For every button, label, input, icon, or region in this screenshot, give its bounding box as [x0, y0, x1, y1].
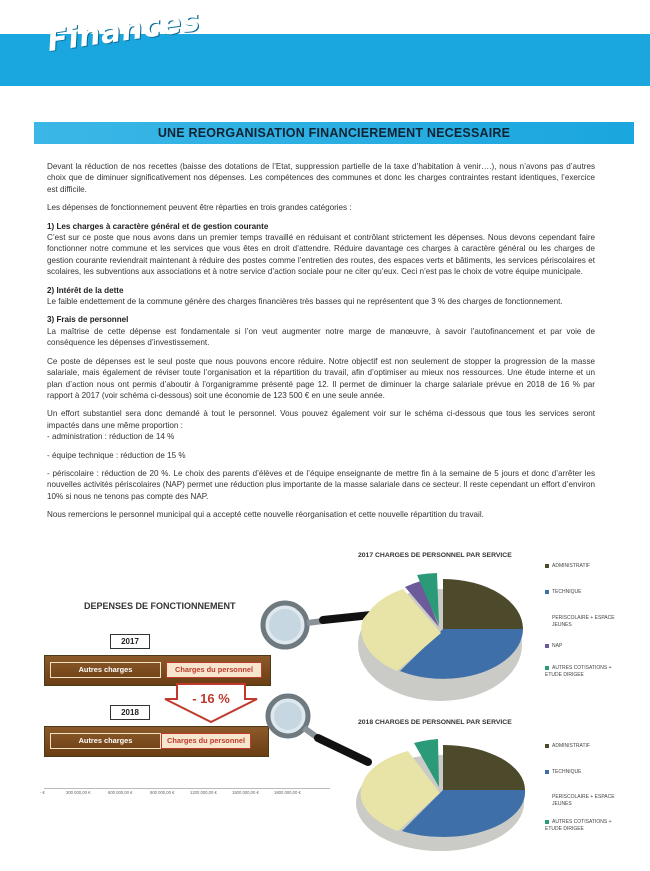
axis-tick: 300 000,00 €	[66, 790, 91, 795]
reduction-label: - 16 %	[192, 691, 230, 706]
bar-2017-autres: Autres charges	[50, 662, 161, 678]
bar-2017	[44, 655, 271, 686]
year-2018-label: 2018	[110, 705, 150, 720]
bar-2018	[44, 726, 269, 757]
bar-2017-personnel: Charges du personnel	[166, 662, 262, 678]
bullet-tech: - équipe technique : réduction de 15 %	[47, 450, 186, 460]
legend-technique: TECHNIQUE	[552, 769, 582, 775]
axis-tick: 900 000,00 €	[150, 790, 175, 795]
legend-nap: NAP	[552, 643, 563, 649]
legend-admin: ADMINISTRATIF	[552, 743, 590, 749]
axis-tick: 600 000,00 €	[108, 790, 133, 795]
section1-heading: 1) Les charges à caractère général et de gestion courante	[47, 221, 269, 231]
section-title: Finances	[45, 2, 203, 60]
section3-heading: 3) Frais de personnel	[47, 315, 129, 325]
article-title: UNE REORGANISATION FINANCIEREMENT NECESSAIRE	[157, 126, 511, 140]
axis-tick: 1800 000,00 €	[274, 790, 301, 795]
bar-chart-title: DEPENSES DE FONCTIONNEMENT	[84, 601, 236, 611]
section2-heading: 2) Intérêt de la dette	[47, 285, 124, 295]
pie-2018	[340, 735, 530, 855]
legend-periscolaire: PERISCOLAIRE + ESPACE JEUNES	[552, 794, 615, 807]
section1-text: C’est sur ce poste que nous avons dans un premier temps travaillé en réduisant et contrôlant strictement les dépenses. Nous devons cependant faire fonctionner notre commune et les services que vous êtes en droit d’attendre. Réduire davantage ces charges à caractère général ou les charges de gestion courante reviendrait maintenant à réduire des postes comme l’entretien des routes, des espaces verts et bâtiments, les services périscolaires et scolaires, les subventions aux associations et à notre service d’action sociale pour ne citer qu’eux. Ceci n’est pas le choix de votre équipe municipale.	[47, 233, 595, 277]
bar-axis-line	[44, 788, 330, 789]
section2-text: Le faible endettement de la commune génère des charges financières très basses qui ne représentent que 3 % des charges de fonctionnement.	[47, 297, 563, 307]
article-title-band	[34, 122, 634, 144]
effort-paragraph: Un effort substantiel sera donc demandé à tout le personnel. Vous pouvez également voir sur le schéma ci-dessous que tous les services seront impactés dans une même proportion :	[47, 409, 595, 430]
legend-autres: AUTRES COTISATIONS + ETUDE DIRIGEE	[545, 819, 612, 832]
axis-tick: 1200 000,00 €	[190, 790, 217, 795]
intro-paragraph: Devant la réduction de nos recettes (baisse des dotations de l’Etat, suppression partielle de la taxe d’habitation à venir….), nous n’avons pas d’autres choix que de diminuer significativement nos dépenses. Les compétences des communes et donc les charges contraintes restant identiques, l’exercice est difficile.	[47, 162, 595, 194]
bar-2018-personnel: Charges du personnel	[161, 733, 251, 749]
section3-text: La maîtrise de cette dépense est fondamentale si l’on veut augmenter notre marge de manœuvre, à savoir l’autofinancement et par voie de conséquence les dépenses d’investissement.	[47, 326, 595, 348]
legend-autres: AUTRES COTISATIONS + ETUDE DIRIGEE	[545, 665, 612, 678]
year-2017-label: 2017	[110, 634, 150, 649]
axis-tick: - €	[40, 790, 45, 795]
pie-2018-title: 2018 CHARGES DE PERSONNEL PAR SERVICE	[358, 719, 512, 726]
legend-periscolaire: PERISCOLAIRE + ESPACE JEUNES	[552, 615, 615, 628]
axis-tick: 1500 000,00 €	[232, 790, 259, 795]
bullet-admin: - administration : réduction de 14 %	[47, 432, 175, 442]
pie-2017-title: 2017 CHARGES DE PERSONNEL PAR SERVICE	[358, 552, 512, 559]
categories-intro: Les dépenses de fonctionnement peuvent être réparties en trois grandes catégories :	[47, 203, 352, 213]
legend-technique: TECHNIQUE	[552, 589, 582, 595]
pie-2017	[345, 567, 530, 707]
thanks-paragraph: Nous remercions le personnel municipal qui a accepté cette nouvelle réorganisation et cette nouvelle répartition du travail.	[47, 510, 484, 520]
bullet-peri: - périscolaire : réduction de 20 %. Le choix des parents d’élèves et de l’équipe enseignante de mettre fin à la semaine de 5 jours et donc d’arrêter les nouvelles activités périscolaires (NAP) permet une réduction plus importante de la masse salariale dans ce secteur. Il reste cependant un effort d’environ 10% si nous ne tenons pas compte des NAP.	[47, 468, 595, 501]
article-body	[47, 161, 595, 528]
bar-2018-autres: Autres charges	[50, 733, 161, 749]
poste-paragraph: Ce poste de dépenses est le seul poste que nous pouvons encore réduire. Notre objectif est non seulement de stopper la progression de la masse salariale, mais également de réviser toute l’organisation et la répartition du travail, afin d’optimiser au mieux nos ressources. Une étude interne et un plan d’action nous ont permis d’aboutir à l’organigramme présenté page 12. Il permet de diminuer la charge salariale prévue en 2018 de 16 % par rapport à 2017 (voir schéma ci-dessous) soit une économie de 123 500 € en une seule année.	[47, 356, 595, 400]
legend-admin: ADMINISTRATIF	[552, 563, 590, 569]
